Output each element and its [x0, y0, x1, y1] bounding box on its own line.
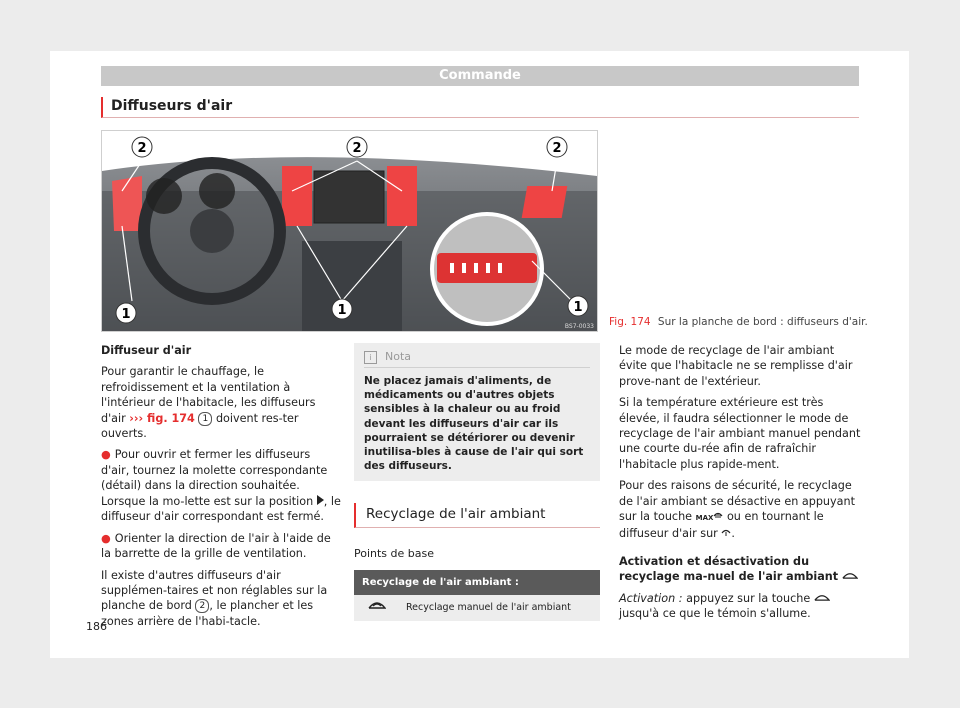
recyclage-table [354, 570, 600, 621]
callout-1-left: 1 [121, 307, 131, 322]
closed-position-icon [317, 494, 324, 509]
callout-1-right: 1 [573, 300, 583, 315]
points-de-base: Points de base [354, 547, 435, 561]
section-title: Diffuseurs d'air [101, 97, 859, 118]
column-1 [101, 343, 341, 635]
heading-diffuseur: Diffuseur d'air [101, 344, 192, 357]
text: Pour des raisons de sécurité, le recyclage de l'air ambiant se désactive en appuyant sur la touche [619, 479, 855, 524]
callout-ref-2: 2 [195, 599, 209, 613]
callout-2-middle: 2 [352, 141, 362, 156]
recirculation-icon [368, 602, 386, 613]
bullet-item-1 [101, 447, 341, 524]
table-header: Recyclage de l'air ambiant : [354, 570, 600, 595]
chapter-header: Commande [101, 66, 859, 86]
text: ou en tournant le diffuseur d'air sur [619, 510, 824, 541]
callout-2-left: 2 [137, 141, 147, 156]
paragraph-1: Le mode de recyclage de l'air ambiant évite que l'habitacle ne se remplisse d'air prove-nant de l'extérieur. [619, 344, 853, 388]
page-number: 186 [86, 620, 107, 633]
section-heading-recyclage: Recyclage de l'air ambiant [354, 503, 600, 528]
figure-number: Fig. 174 [609, 316, 651, 328]
text: , le diffuseur d'air correspondant est fermé. [101, 494, 341, 524]
figure-code: BS7-0033 [564, 323, 594, 330]
text: Orienter la direction de l'air à l'aide de la barrette de la grille de ventilation. [101, 531, 331, 561]
bullet-item-2 [101, 531, 341, 562]
dashboard-figure [101, 130, 598, 332]
text: Pour garantir le chauffage, le refroidissement et la ventilation à l'intérieur de l'habitacle, les diffuseurs d'air [101, 365, 316, 425]
table-cell-text: Recyclage manuel de l'air ambiant [400, 595, 600, 620]
text: Il existe d'autres diffuseurs d'air supplémen-taires et non réglables sur la planche de bord [101, 568, 328, 613]
text: Pour ouvrir et fermer les diffuseurs d'air, tournez la molette correspondante (détail) dans la direction souhaitée. Lorsque la mo-lette est sur la position [101, 448, 328, 508]
column-2 [354, 343, 600, 621]
text: appuyez sur la touche [682, 591, 814, 605]
bullet-icon: ● [101, 448, 111, 462]
activation-label: Activation : [619, 591, 683, 605]
note-header [364, 347, 590, 368]
note-box [354, 343, 600, 481]
info-icon: i [364, 351, 377, 364]
max-defrost-icon: MAX [695, 514, 714, 523]
text: . [731, 527, 735, 541]
paragraph-3 [619, 478, 863, 542]
figure-reference-link[interactable]: ››› fig. 174 [129, 411, 195, 425]
figure-caption [609, 316, 869, 328]
dashboard-illustration [102, 131, 597, 331]
windshield-vent-icon [721, 527, 731, 540]
callout-ref-1: 1 [198, 412, 212, 426]
note-label: Nota [385, 350, 412, 363]
recirculation-icon [842, 570, 858, 583]
paragraph-intro [101, 364, 341, 441]
bullet-icon: ● [101, 531, 111, 545]
paragraph-other [101, 568, 341, 630]
table-cell-icon [354, 595, 400, 620]
heading-activation [619, 554, 863, 585]
text: doivent res-ter ouverts. [101, 411, 299, 441]
text: , le plancher et les zones arrière de l'habi-tacle. [101, 599, 314, 628]
figure-caption-text: Sur la planche de bord : diffuseurs d'air. [657, 316, 868, 328]
text: Activation et désactivation du recyclage ma-nuel de l'air ambiant [619, 554, 839, 584]
text: jusqu'à ce que le témoin s'allume. [619, 607, 811, 621]
callout-1-middle: 1 [337, 303, 347, 318]
note-text: Ne placez jamais d'aliments, de médicaments ou d'autres objets sensibles à la chaleur ou au froid devant les diffuseurs d'air car ils pourraient se détériorer ou devenir inutilisa-bles à cause de l'air qui sort des diffuseurs. [364, 375, 584, 473]
paragraph-2: Si la température extérieure est très élevée, il faudra sélectionner le mode de recyclage de l'air ambiant manuel pendant une courte du-rée afin de rafraîchir l'habitacle plus rapide-ment. [619, 396, 861, 471]
paragraph-activation [619, 591, 863, 622]
column-3 [619, 343, 863, 628]
recirculation-icon [814, 592, 830, 605]
table-row [354, 595, 600, 620]
defrost-icon [713, 510, 723, 523]
callout-2-right: 2 [552, 141, 562, 156]
